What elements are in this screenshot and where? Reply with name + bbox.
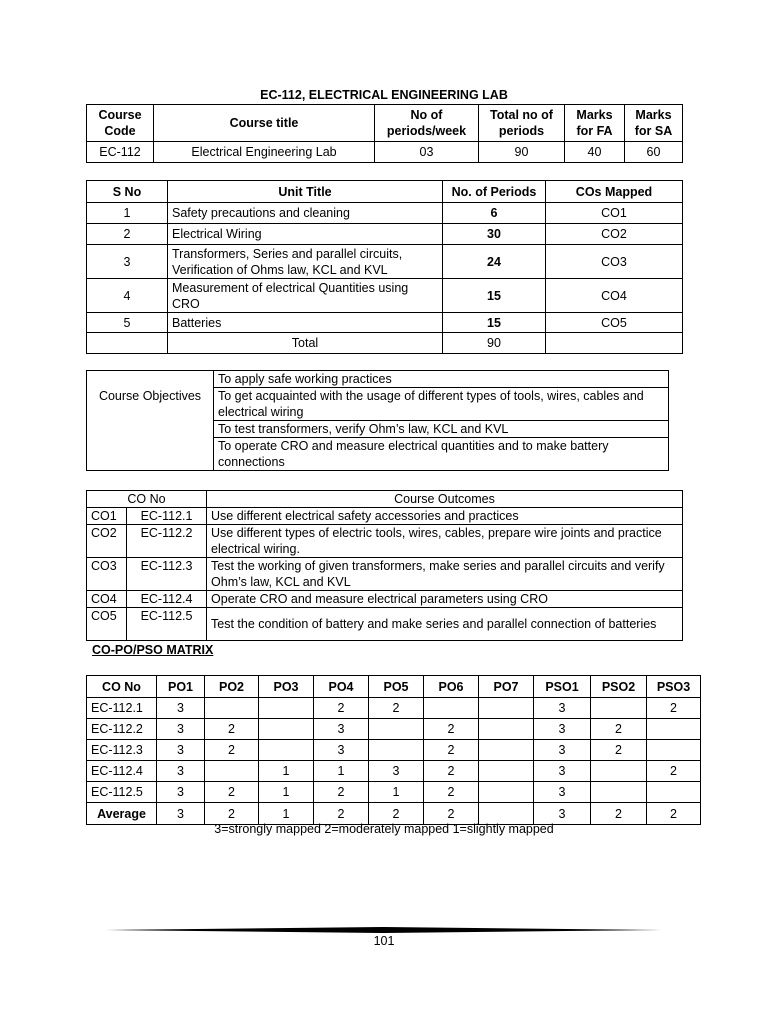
table-row <box>87 333 683 354</box>
table-row <box>87 508 683 525</box>
matrix-cell <box>591 761 647 782</box>
matrix-cell: 3 <box>157 698 205 719</box>
header-course-code: Course Code <box>87 105 154 142</box>
unit-sno: 4 <box>87 279 168 313</box>
unit-sno: 2 <box>87 224 168 245</box>
total-value: 90 <box>443 333 546 354</box>
table-row <box>87 525 683 558</box>
matrix-cell: 3 <box>369 761 424 782</box>
matrix-cell: 1 <box>369 782 424 803</box>
matrix-header: PSO2 <box>591 676 647 698</box>
co-text: Use different types of electric tools, wires, cables, prepare wire joints and practice electrical wiring. <box>207 525 683 558</box>
matrix-cell: 3 <box>534 698 591 719</box>
unit-periods: 24 <box>443 245 546 279</box>
matrix-cell <box>591 698 647 719</box>
matrix-cell: 2 <box>424 719 479 740</box>
co-text: Test the condition of battery and make series and parallel connection of batteries <box>207 608 683 641</box>
matrix-header: PO2 <box>205 676 259 698</box>
unit-sno: 3 <box>87 245 168 279</box>
matrix-cell <box>479 698 534 719</box>
matrix-cell <box>479 719 534 740</box>
matrix-cell: 1 <box>259 782 314 803</box>
table-row <box>87 313 683 333</box>
unit-title: Electrical Wiring <box>168 224 443 245</box>
matrix-cell: 3 <box>534 740 591 761</box>
header-total-periods: Total no of periods <box>479 105 565 142</box>
marks-fa: 40 <box>565 142 625 163</box>
outcomes-table <box>86 490 683 641</box>
page-number: 101 <box>373 934 395 948</box>
matrix-header: PO1 <box>157 676 205 698</box>
matrix-cell: 2 <box>205 782 259 803</box>
matrix-cell: 3 <box>157 803 205 825</box>
table-row <box>87 782 701 803</box>
course-code: EC-112 <box>87 142 154 163</box>
co-code: EC-112.2 <box>127 525 207 558</box>
copo-matrix-table <box>86 675 701 825</box>
matrix-cell: 2 <box>314 782 369 803</box>
unit-title: Safety precautions and cleaning <box>168 203 443 224</box>
table-row <box>87 279 683 313</box>
empty-cell <box>546 333 683 354</box>
unit-periods: 15 <box>443 279 546 313</box>
matrix-cell: 3 <box>534 803 591 825</box>
matrix-cell: 3 <box>157 761 205 782</box>
total-periods: 90 <box>479 142 565 163</box>
course-info-table <box>86 104 683 163</box>
table-row <box>87 698 701 719</box>
matrix-cell: 2 <box>314 803 369 825</box>
matrix-cell: 3 <box>314 719 369 740</box>
header-co-no: CO No <box>87 491 207 508</box>
unit-periods: 15 <box>443 313 546 333</box>
table-row <box>87 203 683 224</box>
unit-sno: 5 <box>87 313 168 333</box>
co-text: Operate CRO and measure electrical parameters using CRO <box>207 591 683 608</box>
header-marks-sa: Marks for SA <box>625 105 683 142</box>
matrix-header: PO5 <box>369 676 424 698</box>
matrix-cell: 2 <box>369 803 424 825</box>
matrix-cell: 2 <box>369 698 424 719</box>
table-row <box>87 740 701 761</box>
co-code: EC-112.5 <box>127 608 207 641</box>
matrix-cell: 3 <box>534 761 591 782</box>
table-row <box>87 224 683 245</box>
matrix-cell: 3 <box>157 719 205 740</box>
objective-item: To get acquainted with the usage of different types of tools, wires, cables and electrical wiring <box>214 388 669 421</box>
matrix-cell <box>479 761 534 782</box>
matrix-cell <box>424 698 479 719</box>
co-id: CO2 <box>87 525 127 558</box>
matrix-cell: 1 <box>259 803 314 825</box>
header-sno: S No <box>87 181 168 203</box>
co-text: Test the working of given transformers, make series and parallel circuits and verify Ohm’s law, KCL and KVL <box>207 558 683 591</box>
matrix-cell <box>259 698 314 719</box>
matrix-cell: 2 <box>424 740 479 761</box>
page-title: EC-112, ELECTRICAL ENGINEERING LAB <box>260 88 508 102</box>
matrix-header: PO7 <box>479 676 534 698</box>
matrix-cell <box>647 719 701 740</box>
matrix-legend: 3=strongly mapped 2=moderately mapped 1=slightly mapped <box>214 822 554 836</box>
unit-co: CO1 <box>546 203 683 224</box>
footer-divider <box>106 926 662 934</box>
matrix-cell: 3 <box>534 719 591 740</box>
header-course-outcomes: Course Outcomes <box>207 491 683 508</box>
co-text: Use different electrical safety accessories and practices <box>207 508 683 525</box>
matrix-cell <box>259 719 314 740</box>
matrix-cell <box>647 782 701 803</box>
co-id: CO3 <box>87 558 127 591</box>
matrix-cell: 2 <box>647 761 701 782</box>
matrix-co: EC-112.3 <box>87 740 157 761</box>
header-cos-mapped: COs Mapped <box>546 181 683 203</box>
header-unit-title: Unit Title <box>168 181 443 203</box>
unit-title: Transformers, Series and parallel circuits, Verification of Ohms law, KCL and KVL <box>168 245 443 279</box>
matrix-header: PO3 <box>259 676 314 698</box>
matrix-cell: 1 <box>259 761 314 782</box>
matrix-cell <box>259 740 314 761</box>
matrix-cell: 2 <box>647 803 701 825</box>
co-code: EC-112.4 <box>127 591 207 608</box>
periods-week: 03 <box>375 142 479 163</box>
matrix-cell: 2 <box>647 698 701 719</box>
matrix-co: EC-112.2 <box>87 719 157 740</box>
matrix-cell <box>479 782 534 803</box>
matrix-header-row <box>87 676 701 698</box>
header-no-of-periods: No. of Periods <box>443 181 546 203</box>
matrix-cell <box>647 740 701 761</box>
matrix-header: PO4 <box>314 676 369 698</box>
unit-co: CO5 <box>546 313 683 333</box>
matrix-cell: 2 <box>591 740 647 761</box>
table-row <box>87 245 683 279</box>
unit-sno: 1 <box>87 203 168 224</box>
matrix-cell: 2 <box>424 803 479 825</box>
table-row <box>87 761 701 782</box>
matrix-cell: 2 <box>314 698 369 719</box>
objectives-label: Course Objectives <box>87 371 214 471</box>
units-table <box>86 180 683 354</box>
matrix-co: EC-112.1 <box>87 698 157 719</box>
matrix-header: PSO3 <box>647 676 701 698</box>
matrix-header: PO6 <box>424 676 479 698</box>
unit-title: Measurement of electrical Quantities using CRO <box>168 279 443 313</box>
matrix-cell: 2 <box>205 740 259 761</box>
unit-co: CO2 <box>546 224 683 245</box>
marks-sa: 60 <box>625 142 683 163</box>
header-course-title: Course title <box>154 105 375 142</box>
co-id: CO1 <box>87 508 127 525</box>
matrix-cell: 2 <box>205 719 259 740</box>
matrix-header: CO No <box>87 676 157 698</box>
matrix-cell <box>591 782 647 803</box>
total-label: Total <box>168 333 443 354</box>
table-row <box>87 558 683 591</box>
course-title: Electrical Engineering Lab <box>154 142 375 163</box>
matrix-co: EC-112.5 <box>87 782 157 803</box>
empty-cell <box>87 333 168 354</box>
unit-title: Batteries <box>168 313 443 333</box>
objectives-table <box>86 370 669 471</box>
matrix-cell: 3 <box>157 782 205 803</box>
co-code: EC-112.3 <box>127 558 207 591</box>
co-code: EC-112.1 <box>127 508 207 525</box>
table-row <box>87 719 701 740</box>
unit-periods: 6 <box>443 203 546 224</box>
unit-co: CO3 <box>546 245 683 279</box>
objective-item: To operate CRO and measure electrical quantities and to make battery connections <box>214 438 669 471</box>
header-periods-week: No of periods/week <box>375 105 479 142</box>
matrix-average-label: Average <box>87 803 157 825</box>
matrix-cell <box>479 740 534 761</box>
matrix-cell: 3 <box>157 740 205 761</box>
matrix-cell: 2 <box>424 761 479 782</box>
unit-co: CO4 <box>546 279 683 313</box>
matrix-cell <box>205 698 259 719</box>
matrix-cell <box>205 761 259 782</box>
co-id: CO5 <box>87 608 127 641</box>
matrix-cell <box>369 740 424 761</box>
matrix-cell: 2 <box>205 803 259 825</box>
objective-item: To apply safe working practices <box>214 371 669 388</box>
matrix-header: PSO1 <box>534 676 591 698</box>
table-row <box>87 142 683 163</box>
matrix-cell: 3 <box>314 740 369 761</box>
header-marks-fa: Marks for FA <box>565 105 625 142</box>
co-id: CO4 <box>87 591 127 608</box>
matrix-cell: 1 <box>314 761 369 782</box>
objective-item: To test transformers, verify Ohm’s law, KCL and KVL <box>214 421 669 438</box>
matrix-cell: 2 <box>424 782 479 803</box>
matrix-title: CO-PO/PSO MATRIX <box>92 643 214 657</box>
matrix-cell <box>369 719 424 740</box>
matrix-co: EC-112.4 <box>87 761 157 782</box>
matrix-cell: 3 <box>534 782 591 803</box>
table-row <box>87 591 683 608</box>
matrix-cell: 2 <box>591 719 647 740</box>
matrix-cell: 2 <box>591 803 647 825</box>
unit-periods: 30 <box>443 224 546 245</box>
table-row <box>87 608 683 641</box>
